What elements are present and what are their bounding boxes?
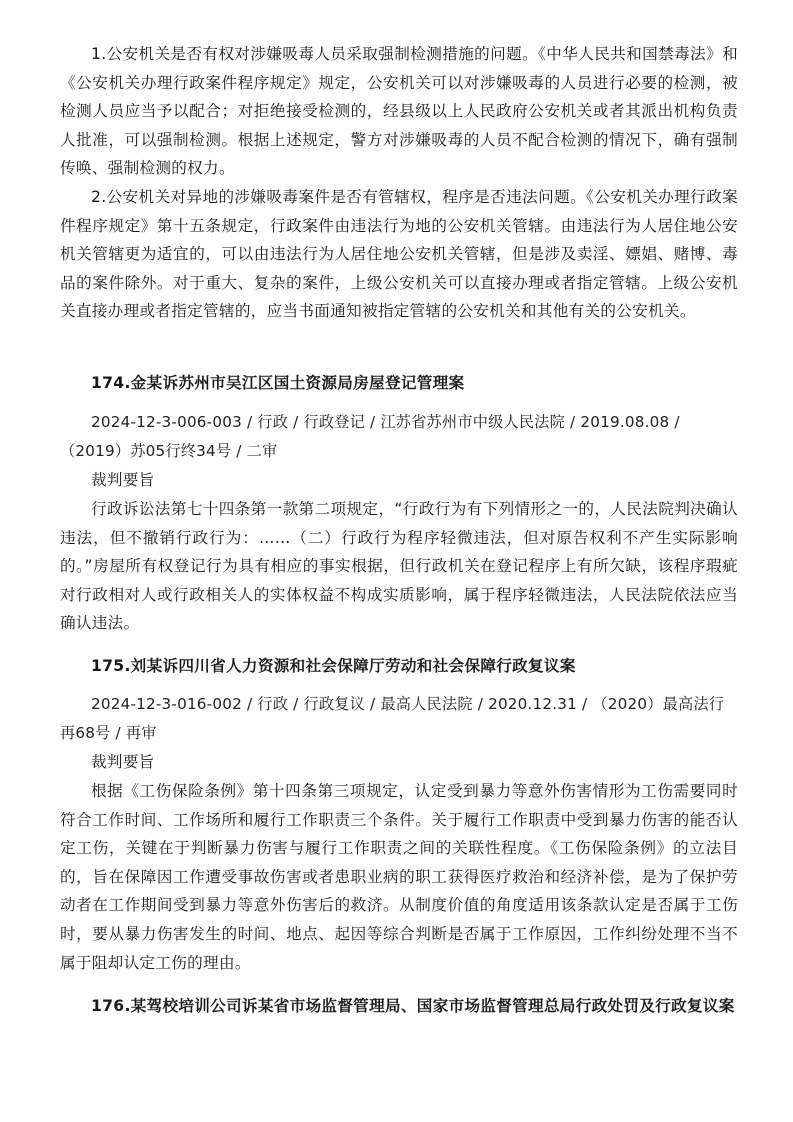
case-175-title: 175.刘某诉四川省人力资源和社会保障厅劳动和社会保障行政复议案 xyxy=(91,657,576,675)
case-174-gist-label: 裁判要旨 xyxy=(91,471,155,489)
intro-paragraph-2: 2.公安机关对异地的涉嫌吸毒案件是否有管辖权，程序是否违法问题。《公安机关办理行政案件程序规定》第十五条规定，行政案件由违法行为地的公安机关管辖。由违法行为人居住地公安机关管辖更为适宜的，可以由违法行为人居住地公安机关管辖，但是涉及卖淫、嫖娼、赌博、毒品的案件除外。对于重大、复杂的案件，上级公安机关可以直接办理或者指定管辖。上级公安机关直接办理或者指定管辖的，应当书面通知被指定管辖的公安机关和其他有关的公安机关。 xyxy=(60,188,738,321)
intro-paragraph-1: 1.公安机关是否有权对涉嫌吸毒人员采取强制检测措施的问题。《中华人民共和国禁毒法》和《公安机关办理行政案件程序规定》规定，公安机关可以对涉嫌吸毒的人员进行必要的检测，被检测人员应当予以配合；对拒绝接受检测的，经县级以上人民政府公安机关或者其派出机构负责人批准，可以强制检测。根据上述规定，警方对涉嫌吸毒的人员不配合检测的情况下，确有强制传唤、强制检测的权力。 xyxy=(60,45,738,178)
case-174-gist: 行政诉讼法第七十四条第一款第二项规定，“行政行为有下列情形之一的，人民法院判决确认违法，但不撤销行政行为：……（二）行政行为程序轻微违法，但对原告权利不产生实际影响的。”房屋所有权登记行为具有相应的事实根据，但行政机关在登记程序上有所欠缺，该程序瑕疵对行政相对人或行政相关人的实体权益不构成实质影响，属于程序轻微违法，人民法院依法应当确认违法。 xyxy=(60,500,738,633)
case-175-meta: 2024-12-3-016-002 / 行政 / 行政复议 / 最高人民法院 / 2020.12.31 / （2020）最高法行再68号 / 再审 xyxy=(60,695,725,742)
case-175-gist: 根据《工伤保险条例》第十四条第三项规定，认定受到暴力等意外伤害情形为工伤需要同时符合工作时间、工作场所和履行工作职责三个条件。关于履行工作职责中受到暴力伤害的能否认定工伤，关键在于判断暴力伤害与履行工作职责之间的关联性程度。《工伤保险条例》的立法目的，旨在保障因工作遭受事故伤害或者患职业病的职工获得医疗救治和经济补偿，是为了保护劳动者在工作期间受到暴力等意外伤害后的救济。从制度价值的角度适用该条款认定是否属于工伤时，要从暴力伤害发生的时间、地点、起因等综合判断是否属于工作原因，工作纠纷处理不当不属于阻却认定工伤的理由。 xyxy=(60,782,738,972)
case-174-title: 174.金某诉苏州市吴江区国土资源局房屋登记管理案 xyxy=(91,374,465,392)
case-174-meta: 2024-12-3-006-003 / 行政 / 行政登记 / 江苏省苏州市中级人民法院 / 2019.08.08 / （2019）苏05行终34号 / 二审 xyxy=(60,413,680,460)
case-175-gist-label: 裁判要旨 xyxy=(91,753,155,771)
case-176-title: 176.某驾校培训公司诉某省市场监督管理局、国家市场监督管理总局行政处罚及行政复议案 xyxy=(91,997,735,1015)
